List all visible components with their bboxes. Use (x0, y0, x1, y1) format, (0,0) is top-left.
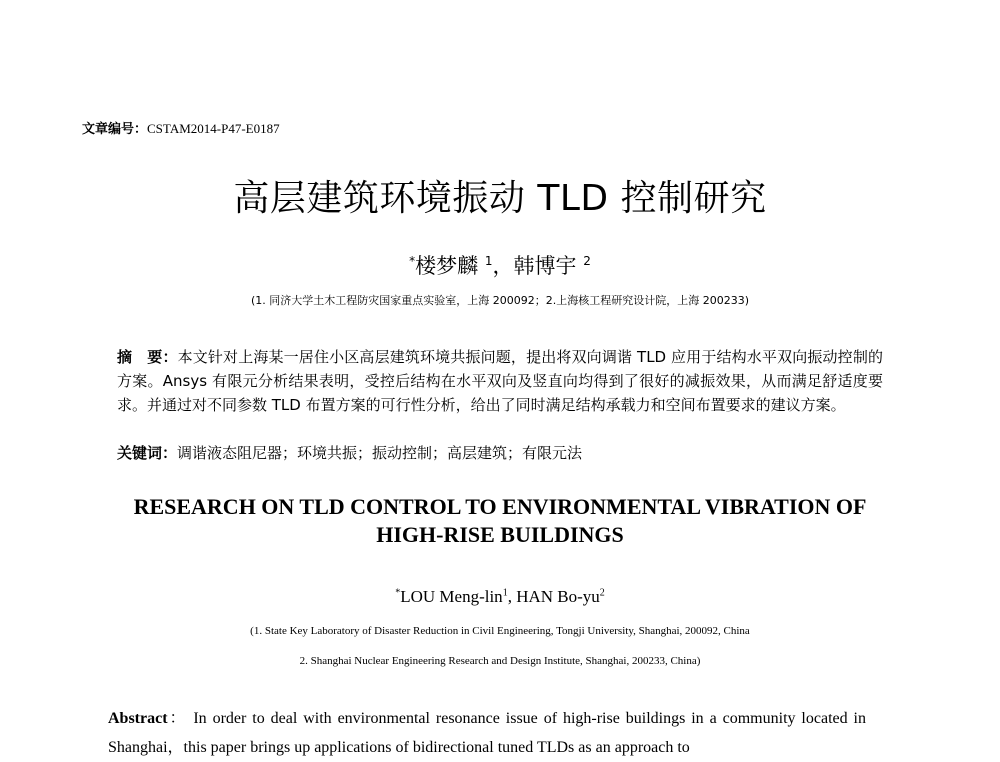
english-title-line-1: RESEARCH ON TLD CONTROL TO ENVIRONMENTAL VIBRATION OF (133, 494, 867, 519)
author-separator-en: , (507, 587, 517, 606)
chinese-keywords (117, 443, 883, 463)
author-2-affil-mark: 2 (583, 254, 591, 268)
author-2-en: HAN Bo-yu (516, 587, 600, 606)
english-abstract-label: Abstract (108, 710, 168, 727)
chinese-keywords-text: 调谐液态阻尼器；环境共振；振动控制；高层建筑；有限元法 (177, 444, 583, 462)
chinese-authors (0, 250, 1000, 280)
author-1-cn: 楼梦麟 (415, 254, 479, 278)
chinese-abstract-label: 摘 要： (117, 348, 178, 366)
author-1-en: LOU Meng-lin (400, 587, 503, 606)
author-2-cn: 韩博宇 (513, 254, 577, 278)
english-affiliation-2: 2. Shanghai Nuclear Engineering Research and Design Institute, Shanghai, 200233, China) (299, 655, 701, 667)
english-abstract-colon: ： (167, 710, 188, 727)
english-affiliation-1: (1. State Key Laboratory of Disaster Reduction in Civil Engineering, Tongji University, Shanghai, 200092, China (250, 625, 750, 637)
english-title-line-2: HIGH-RISE BUILDINGS (376, 522, 624, 547)
author-1-affil-mark-en: 1 (502, 587, 508, 599)
english-title (60, 493, 940, 549)
corresponding-author-mark-en: * (395, 587, 401, 599)
chinese-abstract (117, 345, 883, 417)
article-number-value: CSTAM2014-P47-E0187 (147, 121, 280, 136)
article-number-label: 文章编号： (82, 122, 148, 137)
article-number (82, 118, 280, 137)
chinese-keywords-label: 关键词： (117, 444, 178, 462)
english-abstract-text: In order to deal with environmental resonance issue of high-rise buildings in a community located in Shanghai，this paper brings up applications of bidirectional tuned TLDs as an approach to (108, 710, 866, 756)
author-1-affil-mark: 1 (484, 254, 493, 268)
chinese-abstract-text: 本文针对上海某一居住小区高层建筑环境共振问题，提出将双向调谐 TLD 应用于结构水平双向振动控制的方案。Ansys 有限元分析结果表明，受控后结构在水平双向及竖直向均得到了很好的减振效果，从而满足舒适度要求。并通过对不同参数 TLD 布置方案的可行性分析，给出了同时满足结构承载力和空间布置要求的建议方案。 (117, 348, 883, 414)
author-separator: ， (492, 254, 514, 278)
chinese-title: 高层建筑环境振动 TLD 控制研究 (233, 178, 767, 219)
corresponding-author-mark: * (409, 254, 416, 268)
english-abstract (108, 704, 866, 762)
author-2-affil-mark-en: 2 (599, 587, 605, 599)
chinese-affiliations: (1. 同济大学土木工程防灾国家重点实验室，上海 200092；2.上海核工程研究设计院，上海 200233) (250, 294, 750, 307)
english-authors (0, 587, 1000, 607)
